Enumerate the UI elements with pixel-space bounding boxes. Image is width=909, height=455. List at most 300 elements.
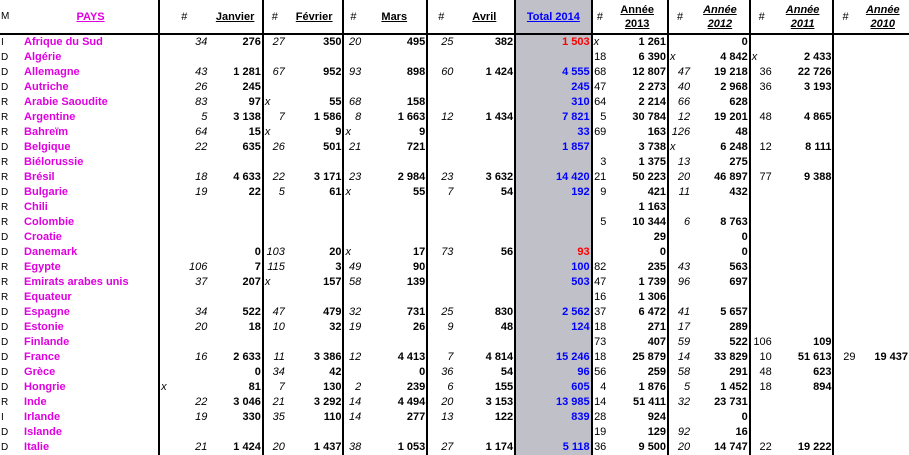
col-header-rank-mar: # bbox=[343, 0, 362, 34]
cell-pays[interactable]: Argentine bbox=[24, 111, 76, 123]
cell-annee-2013: 421 bbox=[647, 186, 667, 198]
cell-pays[interactable]: Croatie bbox=[24, 231, 62, 243]
cell-annee-2011 bbox=[773, 260, 834, 275]
cell-annee-2011 bbox=[773, 395, 834, 410]
cell-janvier: 207 bbox=[242, 276, 261, 288]
cell-rank-feb: x bbox=[263, 125, 286, 140]
cell-rank-2012: 66 bbox=[668, 95, 691, 110]
cell-annee-2013: 25 879 bbox=[632, 351, 667, 363]
table-row[interactable] bbox=[0, 335, 909, 350]
cell-annee-2011: 51 613 bbox=[797, 351, 832, 363]
cell-rank-2010 bbox=[833, 230, 856, 245]
cell-total-2014: 13 985 bbox=[515, 395, 591, 410]
cell-annee-2011 bbox=[773, 245, 834, 260]
cell-annee-2012: 432 bbox=[729, 186, 748, 198]
cell-annee-2012: 6 248 bbox=[720, 141, 748, 153]
table-row[interactable] bbox=[0, 215, 909, 230]
cell-m: R bbox=[1, 127, 9, 138]
cell-fevrier: 3 292 bbox=[313, 396, 342, 408]
cell-rank-2010 bbox=[833, 290, 856, 305]
table-row[interactable] bbox=[0, 260, 909, 275]
cell-avril: 1 424 bbox=[485, 66, 514, 78]
cell-rank-mar bbox=[343, 155, 362, 170]
cell-pays[interactable]: Colombie bbox=[24, 216, 75, 228]
cell-annee-2013: 29 bbox=[653, 231, 667, 243]
cell-avril: 1 174 bbox=[485, 441, 514, 453]
cell-total-2014 bbox=[515, 200, 591, 215]
cell-annee-2010 bbox=[857, 200, 909, 215]
cell-rank-2012: 6 bbox=[668, 215, 691, 230]
cell-rank-2012: x bbox=[668, 140, 691, 155]
cell-pays[interactable]: Biélorussie bbox=[24, 156, 84, 168]
cell-pays[interactable]: Equateur bbox=[24, 291, 72, 303]
cell-pays[interactable]: Inde bbox=[24, 396, 47, 408]
table-row[interactable] bbox=[0, 425, 909, 440]
cell-rank-2013: 5 bbox=[592, 215, 608, 230]
cell-annee-2010 bbox=[857, 290, 909, 305]
col-header-avril[interactable]: Avril bbox=[454, 0, 515, 34]
cell-rank-feb: 11 bbox=[263, 350, 286, 365]
cell-fevrier: 61 bbox=[329, 186, 342, 198]
cell-pays[interactable]: Irlande bbox=[24, 411, 61, 423]
cell-fevrier: 479 bbox=[323, 306, 342, 318]
col-header-annee-2012[interactable] bbox=[691, 0, 750, 34]
cell-rank-2013: 47 bbox=[592, 275, 608, 290]
cell-annee-2010 bbox=[857, 34, 909, 50]
table-row[interactable] bbox=[0, 245, 909, 260]
cell-pays[interactable]: Estonie bbox=[24, 321, 64, 333]
cell-mars: 4 494 bbox=[397, 396, 426, 408]
cell-annee-2012: 2 968 bbox=[720, 81, 748, 93]
cell-rank-mar bbox=[343, 290, 362, 305]
cell-rank-mar bbox=[343, 200, 362, 215]
cell-annee-2013: 2 214 bbox=[638, 96, 667, 108]
cell-pays[interactable]: Allemagne bbox=[24, 66, 80, 78]
cell-pays[interactable]: Chili bbox=[24, 201, 48, 213]
cell-rank-mar bbox=[343, 425, 362, 440]
col-header-pays[interactable]: PAYS bbox=[23, 0, 159, 34]
cell-pays[interactable]: Afrique du Sud bbox=[24, 36, 103, 48]
cell-m: D bbox=[1, 442, 9, 453]
cell-rank-feb bbox=[263, 215, 286, 230]
cell-pays[interactable]: Belgique bbox=[24, 141, 71, 153]
cell-rank-2011: 48 bbox=[750, 365, 773, 380]
cell-annee-2010 bbox=[857, 185, 909, 200]
cell-annee-2011 bbox=[773, 215, 834, 230]
cell-rank-2011: 22 bbox=[750, 440, 773, 455]
cell-rank-jan: 37 bbox=[159, 275, 208, 290]
cell-fevrier bbox=[286, 425, 344, 440]
cell-rank-2013: 4 bbox=[592, 380, 608, 395]
col-header-total-2014[interactable]: Total 2014 bbox=[515, 0, 591, 34]
cell-annee-2010 bbox=[857, 230, 909, 245]
cell-rank-apr: 7 bbox=[427, 350, 454, 365]
cell-janvier bbox=[208, 425, 262, 440]
table-row[interactable] bbox=[0, 320, 909, 335]
cell-annee-2010 bbox=[857, 155, 909, 170]
cell-pays[interactable]: France bbox=[24, 351, 61, 363]
cell-rank-2011 bbox=[750, 305, 773, 320]
cell-rank-jan: x bbox=[159, 380, 208, 395]
cell-rank-jan: 34 bbox=[159, 305, 208, 320]
cell-annee-2011 bbox=[773, 155, 834, 170]
cell-rank-2011 bbox=[750, 230, 773, 245]
cell-rank-apr: 7 bbox=[427, 185, 454, 200]
cell-rank-mar: 14 bbox=[343, 395, 362, 410]
cell-janvier bbox=[208, 290, 262, 305]
cell-annee-2010 bbox=[857, 170, 909, 185]
cell-rank-2010 bbox=[833, 260, 856, 275]
cell-rank-apr bbox=[427, 275, 454, 290]
cell-mars: 9 bbox=[419, 126, 426, 138]
annee-label: Année bbox=[785, 3, 820, 16]
cell-rank-jan: 5 bbox=[159, 110, 208, 125]
cell-annee-2013: 9 500 bbox=[638, 441, 667, 453]
cell-mars bbox=[362, 50, 427, 65]
cell-fevrier: 20 bbox=[329, 246, 342, 258]
col-header-mars[interactable]: Mars bbox=[362, 0, 427, 34]
cell-rank-mar bbox=[343, 50, 362, 65]
cell-annee-2012: 8 763 bbox=[720, 216, 748, 228]
cell-mars bbox=[362, 80, 427, 95]
cell-annee-2012: 563 bbox=[729, 261, 748, 273]
cell-rank-2012: 96 bbox=[668, 275, 691, 290]
cell-annee-2010 bbox=[857, 380, 909, 395]
cell-total-2014: 192 bbox=[515, 185, 591, 200]
cell-annee-2013: 6 390 bbox=[638, 51, 667, 63]
cell-pays[interactable]: Bahreïm bbox=[24, 126, 69, 138]
cell-avril bbox=[454, 95, 515, 110]
cell-rank-2011: 36 bbox=[750, 80, 773, 95]
cell-m: I bbox=[1, 37, 4, 48]
cell-rank-jan: 22 bbox=[159, 395, 208, 410]
cell-avril bbox=[454, 155, 515, 170]
cell-annee-2013: 51 411 bbox=[633, 396, 667, 408]
cell-rank-2010 bbox=[833, 245, 856, 260]
cell-rank-2012: 13 bbox=[668, 155, 691, 170]
table-row[interactable] bbox=[0, 185, 909, 200]
cell-rank-jan bbox=[159, 245, 208, 260]
cell-rank-2013 bbox=[592, 140, 608, 155]
cell-total-2014: 503 bbox=[515, 275, 591, 290]
cell-rank-feb bbox=[263, 290, 286, 305]
cell-annee-2012: 0 bbox=[741, 411, 748, 423]
cell-pays[interactable]: Hongrie bbox=[24, 381, 66, 393]
cell-m: R bbox=[1, 172, 9, 183]
cell-m: D bbox=[1, 322, 9, 333]
cell-annee-2013: 271 bbox=[647, 321, 667, 333]
cell-rank-2012: 126 bbox=[668, 125, 691, 140]
cell-rank-2010 bbox=[833, 380, 856, 395]
cell-pays[interactable]: Danemark bbox=[24, 246, 78, 258]
table-row[interactable] bbox=[0, 140, 909, 155]
cell-pays[interactable]: Autriche bbox=[24, 81, 69, 93]
cell-pays[interactable]: Bulgarie bbox=[24, 186, 69, 198]
cell-rank-feb: x bbox=[263, 275, 286, 290]
cell-mars: 17 bbox=[412, 246, 426, 258]
table-row[interactable] bbox=[0, 305, 909, 320]
cell-avril: 54 bbox=[500, 366, 514, 378]
cell-total-2014: 605 bbox=[515, 380, 591, 395]
table-row[interactable] bbox=[0, 80, 909, 95]
cell-total-2014: 245 bbox=[515, 80, 591, 95]
cell-annee-2010 bbox=[857, 320, 909, 335]
cell-rank-2012: 92 bbox=[668, 425, 691, 440]
cell-m: D bbox=[1, 427, 9, 438]
cell-rank-2010 bbox=[833, 305, 856, 320]
cell-total-2014: 839 bbox=[515, 410, 591, 425]
table-row[interactable] bbox=[0, 95, 909, 110]
cell-pays[interactable]: Finlande bbox=[24, 336, 70, 348]
col-header-janvier[interactable]: Janvier bbox=[208, 0, 262, 34]
cell-pays[interactable]: Emirats arabes unis bbox=[24, 276, 129, 288]
cell-rank-mar: 12 bbox=[343, 350, 362, 365]
table-row[interactable] bbox=[0, 380, 909, 395]
table-row[interactable] bbox=[0, 170, 909, 185]
cell-rank-2010 bbox=[833, 200, 856, 215]
cell-annee-2010 bbox=[857, 335, 909, 350]
cell-janvier bbox=[208, 50, 262, 65]
cell-annee-2012: 522 bbox=[729, 336, 748, 348]
cell-avril bbox=[454, 230, 515, 245]
cell-fevrier: 501 bbox=[323, 141, 342, 153]
cell-m: D bbox=[1, 307, 9, 318]
cell-fevrier bbox=[286, 290, 344, 305]
cell-avril bbox=[454, 80, 515, 95]
cell-pays[interactable]: Grèce bbox=[24, 366, 56, 378]
cell-annee-2011 bbox=[773, 290, 834, 305]
cell-janvier: 1 424 bbox=[233, 441, 261, 453]
cell-rank-feb bbox=[263, 80, 286, 95]
cell-annee-2012: 697 bbox=[729, 276, 748, 288]
cell-rank-mar: 20 bbox=[343, 34, 362, 50]
cell-rank-feb: 34 bbox=[263, 365, 286, 380]
cell-rank-2012 bbox=[668, 290, 691, 305]
cell-annee-2011: 22 726 bbox=[797, 66, 832, 78]
cell-rank-apr: 25 bbox=[427, 305, 454, 320]
cell-rank-2013: 9 bbox=[592, 185, 608, 200]
cell-annee-2013: 407 bbox=[647, 336, 667, 348]
cell-rank-feb: 20 bbox=[263, 440, 286, 455]
cell-rank-feb: 7 bbox=[263, 110, 286, 125]
cell-avril: 48 bbox=[500, 321, 514, 333]
cell-rank-2012 bbox=[668, 34, 691, 50]
table-row[interactable] bbox=[0, 440, 909, 455]
annee-label: Année bbox=[703, 3, 737, 16]
table-row[interactable] bbox=[0, 410, 909, 425]
cell-fevrier bbox=[286, 215, 344, 230]
cell-annee-2013: 235 bbox=[647, 261, 667, 273]
cell-rank-feb bbox=[263, 200, 286, 215]
cell-rank-2012: 17 bbox=[668, 320, 691, 335]
cell-avril bbox=[454, 275, 515, 290]
cell-rank-mar: 8 bbox=[343, 110, 362, 125]
cell-avril: 56 bbox=[500, 246, 514, 258]
cell-rank-2010 bbox=[833, 50, 856, 65]
cell-mars: 26 bbox=[412, 321, 426, 333]
cell-rank-mar bbox=[343, 80, 362, 95]
cell-rank-feb: 22 bbox=[263, 170, 286, 185]
table-row[interactable] bbox=[0, 365, 909, 380]
cell-annee-2012: 33 829 bbox=[714, 351, 748, 363]
cell-rank-2012: 20 bbox=[668, 440, 691, 455]
cell-fevrier: 110 bbox=[323, 411, 342, 423]
cell-rank-2011 bbox=[750, 275, 773, 290]
cell-janvier: 276 bbox=[242, 36, 261, 48]
cell-annee-2013: 1 306 bbox=[638, 291, 667, 303]
cell-rank-2012: 41 bbox=[668, 305, 691, 320]
cell-annee-2011: 109 bbox=[813, 336, 832, 348]
cell-rank-mar bbox=[343, 365, 362, 380]
cell-annee-2012: 1 452 bbox=[720, 381, 748, 393]
cell-rank-2012: 32 bbox=[668, 395, 691, 410]
cell-annee-2013: 1 375 bbox=[638, 156, 667, 168]
col-header-annee-2013[interactable] bbox=[607, 0, 668, 34]
table-row[interactable] bbox=[0, 65, 909, 80]
cell-rank-apr bbox=[427, 50, 454, 65]
cell-janvier: 3 046 bbox=[233, 396, 261, 408]
cell-rank-apr: 60 bbox=[427, 65, 454, 80]
cell-avril: 830 bbox=[494, 306, 514, 318]
cell-fevrier bbox=[286, 335, 344, 350]
cell-rank-feb: 103 bbox=[263, 245, 286, 260]
cell-rank-2012: 47 bbox=[668, 65, 691, 80]
cell-pays[interactable]: Brésil bbox=[24, 171, 55, 183]
table-row[interactable] bbox=[0, 290, 909, 305]
table-row[interactable] bbox=[0, 275, 909, 290]
cell-mars bbox=[362, 155, 427, 170]
cell-annee-2011 bbox=[773, 305, 834, 320]
table-row[interactable] bbox=[0, 200, 909, 215]
col-header-annee-2011[interactable] bbox=[773, 0, 834, 34]
cell-annee-2011 bbox=[773, 185, 834, 200]
cell-rank-feb: 10 bbox=[263, 320, 286, 335]
col-header-rank-apr: # bbox=[427, 0, 454, 34]
col-header-annee-2010[interactable] bbox=[857, 0, 909, 34]
cell-annee-2010 bbox=[857, 275, 909, 290]
cell-janvier: 522 bbox=[242, 306, 261, 318]
cell-pays[interactable]: Italie bbox=[24, 441, 50, 453]
cell-avril bbox=[454, 200, 515, 215]
cell-rank-2013: 18 bbox=[592, 50, 608, 65]
cell-rank-2013: x bbox=[592, 34, 608, 50]
cell-fevrier: 42 bbox=[329, 366, 342, 378]
cell-rank-mar: 19 bbox=[343, 320, 362, 335]
cell-total-2014: 1 857 bbox=[515, 140, 591, 155]
cell-rank-2010 bbox=[833, 34, 856, 50]
table-row[interactable] bbox=[0, 350, 909, 365]
cell-annee-2012: 291 bbox=[729, 366, 748, 378]
cell-annee-2012: 628 bbox=[729, 96, 748, 108]
cell-rank-feb: 26 bbox=[263, 140, 286, 155]
cell-rank-2013: 64 bbox=[592, 95, 608, 110]
cell-janvier bbox=[208, 155, 262, 170]
cell-fevrier: 130 bbox=[323, 381, 342, 393]
cell-total-2014 bbox=[515, 425, 591, 440]
cell-rank-apr bbox=[427, 95, 454, 110]
cell-rank-mar: x bbox=[343, 245, 362, 260]
cell-mars: 1 053 bbox=[397, 441, 426, 453]
cell-annee-2010 bbox=[857, 215, 909, 230]
cell-fevrier: 3 bbox=[335, 261, 342, 273]
table-row[interactable] bbox=[0, 110, 909, 125]
table-row[interactable] bbox=[0, 125, 909, 140]
cell-avril: 54 bbox=[500, 186, 514, 198]
cell-annee-2011: 4 865 bbox=[803, 111, 832, 123]
cell-rank-jan bbox=[159, 50, 208, 65]
cell-rank-2011 bbox=[750, 290, 773, 305]
cell-mars bbox=[362, 425, 427, 440]
cell-rank-2013: 21 bbox=[592, 170, 608, 185]
cell-m: D bbox=[1, 382, 9, 393]
cell-janvier: 97 bbox=[248, 96, 261, 108]
cell-rank-2013 bbox=[592, 230, 608, 245]
table-row[interactable] bbox=[0, 230, 909, 245]
cell-m: R bbox=[1, 397, 9, 408]
cell-total-2014: 100 bbox=[515, 260, 591, 275]
cell-pays[interactable]: Egypte bbox=[24, 261, 61, 273]
cell-m: R bbox=[1, 97, 9, 108]
cell-rank-2012: 11 bbox=[668, 185, 691, 200]
cell-annee-2010 bbox=[857, 260, 909, 275]
cell-rank-2011: 106 bbox=[750, 335, 773, 350]
cell-annee-2011 bbox=[773, 125, 834, 140]
cell-mars: 277 bbox=[406, 411, 426, 423]
cell-pays[interactable]: Espagne bbox=[24, 306, 70, 318]
cell-fevrier: 3 171 bbox=[313, 171, 342, 183]
cell-pays[interactable]: Algérie bbox=[24, 51, 62, 63]
cell-janvier: 18 bbox=[248, 321, 261, 333]
cell-total-2014: 2 562 bbox=[515, 305, 591, 320]
cell-rank-2013: 28 bbox=[592, 410, 608, 425]
cell-total-2014 bbox=[515, 230, 591, 245]
cell-annee-2012: 5 657 bbox=[720, 306, 748, 318]
cell-annee-2013: 3 738 bbox=[638, 141, 667, 153]
cell-rank-apr bbox=[427, 260, 454, 275]
cell-rank-apr: 73 bbox=[427, 245, 454, 260]
table-row[interactable] bbox=[0, 50, 909, 65]
cell-rank-2013: 3 bbox=[592, 155, 608, 170]
cell-annee-2010 bbox=[857, 395, 909, 410]
cell-mars: 55 bbox=[412, 186, 426, 198]
cell-avril: 3 632 bbox=[485, 171, 514, 183]
cell-mars: 0 bbox=[419, 366, 426, 378]
cell-m: R bbox=[1, 292, 9, 303]
year-2013: 2013 bbox=[624, 17, 650, 30]
cell-annee-2010 bbox=[857, 50, 909, 65]
cell-janvier: 7 bbox=[254, 261, 261, 273]
cell-rank-2011 bbox=[750, 425, 773, 440]
cell-rank-jan bbox=[159, 335, 208, 350]
cell-rank-jan: 19 bbox=[159, 410, 208, 425]
cell-m: D bbox=[1, 232, 9, 243]
cell-annee-2011: 894 bbox=[813, 381, 832, 393]
table-row[interactable] bbox=[0, 155, 909, 170]
cell-pays[interactable]: Islande bbox=[24, 426, 62, 438]
table-row[interactable] bbox=[0, 395, 909, 410]
cell-fevrier: 952 bbox=[323, 66, 342, 78]
col-header-fevrier[interactable]: Février bbox=[286, 0, 344, 34]
cell-rank-2012: 40 bbox=[668, 80, 691, 95]
header-row bbox=[0, 0, 909, 34]
cell-avril: 122 bbox=[494, 411, 514, 423]
cell-annee-2010 bbox=[857, 80, 909, 95]
cell-rank-feb: 7 bbox=[263, 380, 286, 395]
table-row[interactable] bbox=[0, 34, 909, 50]
cell-rank-2012 bbox=[668, 410, 691, 425]
cell-rank-apr bbox=[427, 200, 454, 215]
cell-pays[interactable]: Arabie Saoudite bbox=[24, 96, 108, 108]
